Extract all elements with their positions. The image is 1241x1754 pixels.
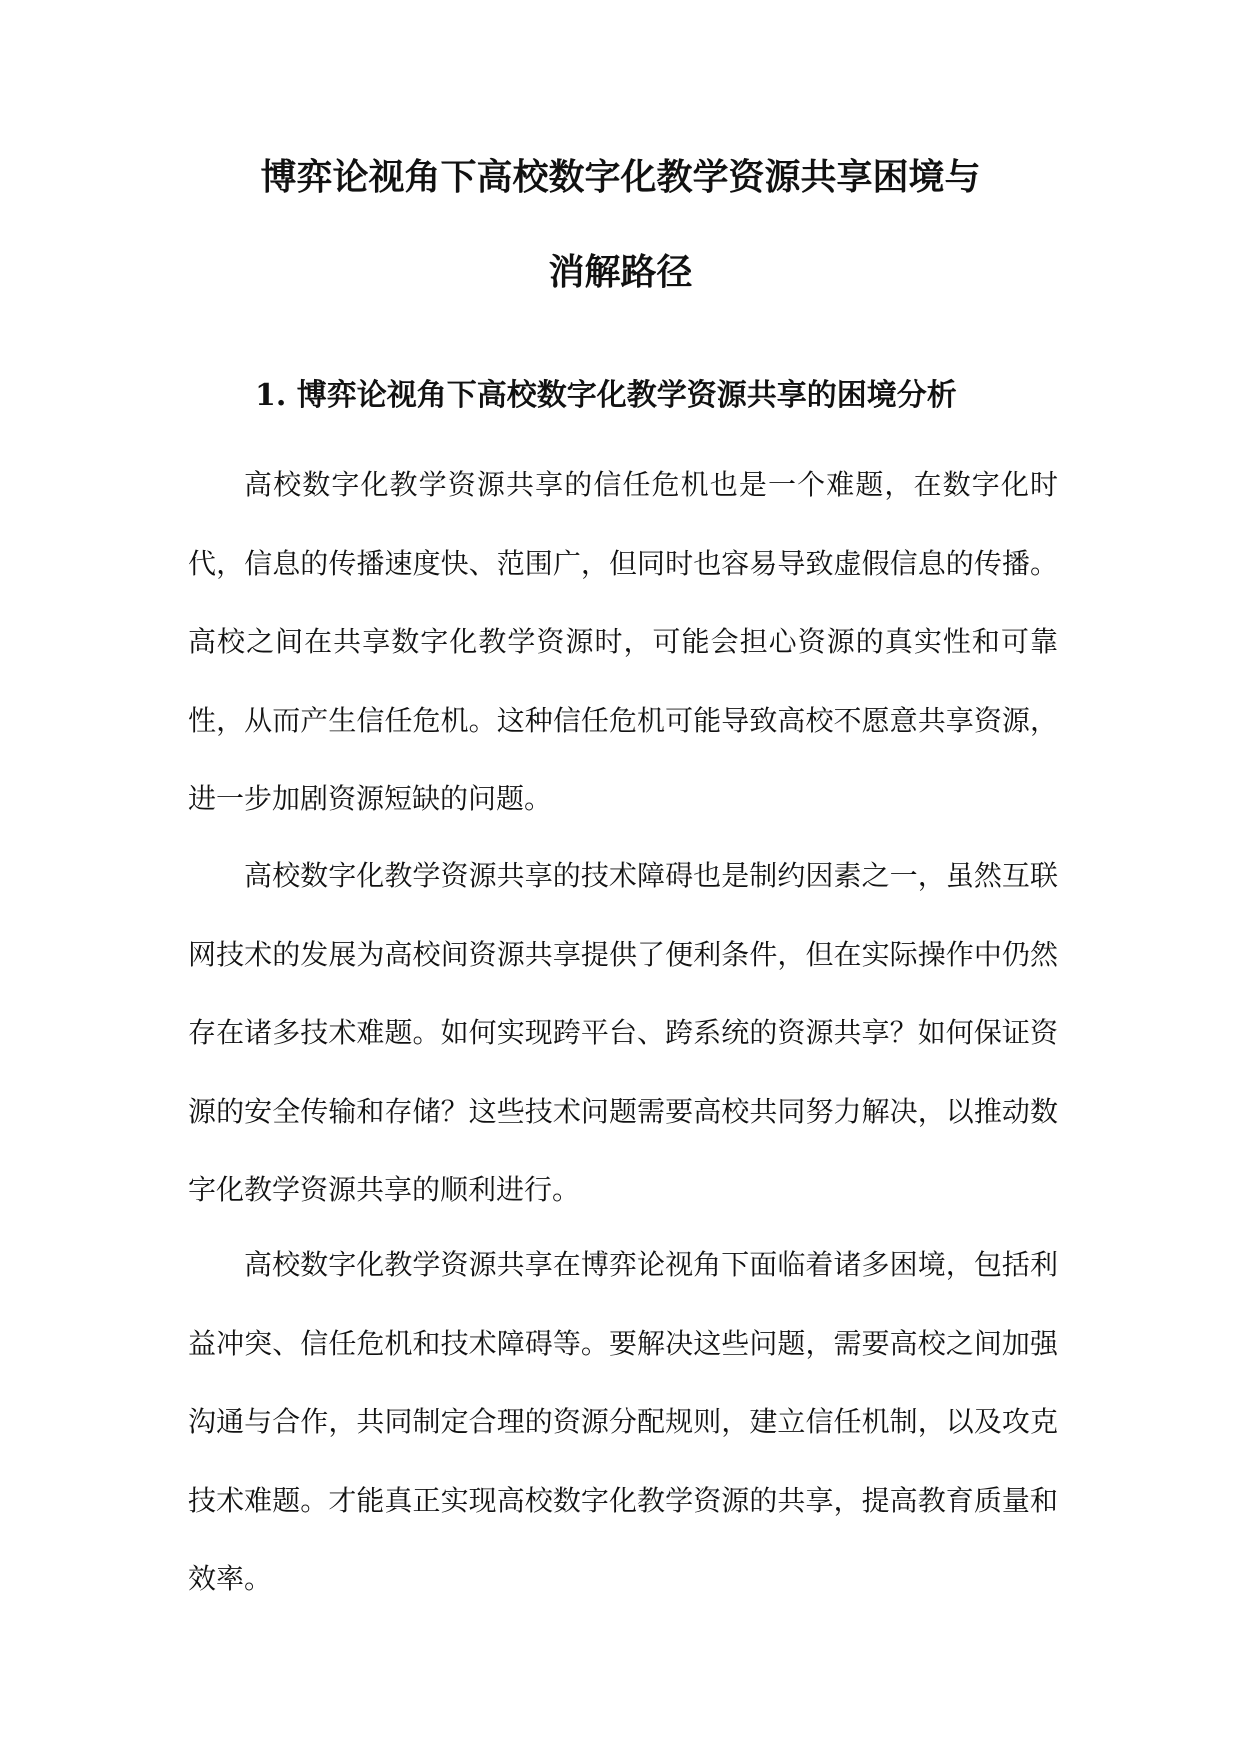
paragraph: 高校数字化教学资源共享的技术障碍也是制约因素之一，虽然互联网技术的发展为高校间资源共享提供了便利条件，但在实际操作中仍然存在诸多技术难题。如何实现跨平台、跨系统的资源共享？如何保证资源的安全传输和存储？这些技术问题需要高校共同努力解决，以推动数字化教学资源共享的顺利进行。 (188, 859, 1058, 1206)
section-heading: 1. 博弈论视角下高校数字化教学资源共享的困境分析 (255, 378, 957, 413)
document-title-line-2: 消解路径 (548, 251, 693, 293)
paragraph: 高校数字化教学资源共享在博弈论视角下面临着诸多困境，包括利益冲突、信任危机和技术障碍等。要解决这些问题，需要高校之间加强沟通与合作，共同制定合理的资源分配规则，建立信任机制，以及攻克技术难题。才能真正实现高校数字化教学资源的共享，提高教育质量和效率。 (188, 1248, 1058, 1595)
paragraph: 高校数字化教学资源共享的信任危机也是一个难题，在数字化时代，信息的传播速度快、范围广，但同时也容易导致虚假信息的传播。高校之间在共享数字化教学资源时，可能会担心资源的真实性和可靠性，从而产生信任危机。这种信任危机可能导致高校不愿意共享资源，进一步加剧资源短缺的问题。 (188, 468, 1058, 815)
document-title-line-1: 博弈论视角下高校数字化教学资源共享困境与 (260, 156, 981, 198)
